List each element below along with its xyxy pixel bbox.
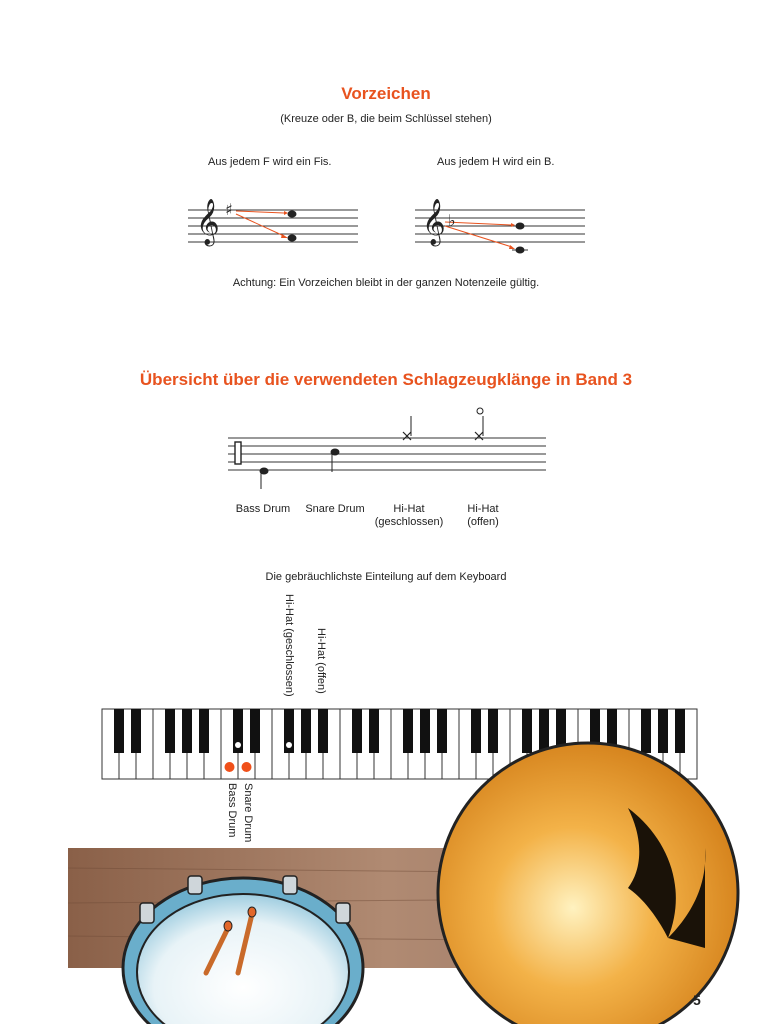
black-key[interactable] [199, 709, 209, 753]
keyboard-label-bass: Bass Drum [226, 783, 238, 838]
accidentals-title: Vorzeichen [341, 84, 431, 103]
sharp-icon: ♯ [225, 200, 233, 219]
black-key[interactable] [675, 709, 685, 753]
black-key[interactable] [301, 709, 311, 753]
black-key[interactable] [352, 709, 362, 753]
black-key[interactable] [250, 709, 260, 753]
drum-illustration [68, 848, 705, 968]
drum-label-hihat-open: Hi-Hat (offen) [467, 503, 499, 528]
drum-label-bass: Bass Drum [235, 503, 291, 515]
treble-clef-icon: 𝄞 [196, 199, 220, 245]
accidentals-subtitle: (Kreuze oder B, die beim Schlüssel stehen) [280, 113, 492, 125]
drum-staff [228, 405, 548, 495]
hihat-open-key-dot [286, 742, 292, 748]
black-key[interactable] [437, 709, 447, 753]
black-key[interactable] [318, 709, 328, 753]
black-key[interactable] [522, 709, 532, 753]
black-key[interactable] [165, 709, 175, 753]
black-key[interactable] [471, 709, 481, 753]
keyboard-label-snare: Snare Drum [242, 783, 254, 843]
keyboard-caption: Die gebräuchlichste Einteilung auf dem Keyboard [265, 571, 507, 583]
black-key[interactable] [488, 709, 498, 753]
snare-drum-key-dot [242, 762, 252, 772]
black-key[interactable] [539, 709, 549, 753]
accidentals-note: Achtung: Ein Vorzeichen bleibt in der ganzen Notenzeile gültig. [232, 277, 540, 289]
drum-label-hihat-closed: Hi-Hat (geschlossen) [374, 503, 444, 528]
black-key[interactable] [403, 709, 413, 753]
drum-label-snare: Snare Drum [305, 503, 365, 515]
drums-title: Übersicht über die verwendeten Schlagzeugklänge in Band 3 [139, 370, 633, 389]
treble-clef-icon: 𝄞 [422, 199, 446, 245]
flat-rule-text: Aus jedem H wird ein B. [437, 156, 555, 168]
page-number: 5 [693, 992, 701, 1008]
black-key[interactable] [131, 709, 141, 753]
black-key[interactable] [114, 709, 124, 753]
black-key[interactable] [658, 709, 668, 753]
black-key[interactable] [420, 709, 430, 753]
black-key[interactable] [182, 709, 192, 753]
keyboard-label-hihat-open: Hi-Hat (offen) [315, 628, 327, 694]
keyboard-label-hihat-closed: Hi-Hat (geschlossen) [283, 594, 295, 697]
black-key[interactable] [369, 709, 379, 753]
bass-drum-key-dot [225, 762, 235, 772]
sharp-rule-text: Aus jedem F wird ein Fis. [208, 156, 332, 168]
black-key[interactable] [641, 709, 651, 753]
flat-icon: ♭ [448, 211, 456, 230]
hihat-closed-key-dot [235, 742, 241, 748]
